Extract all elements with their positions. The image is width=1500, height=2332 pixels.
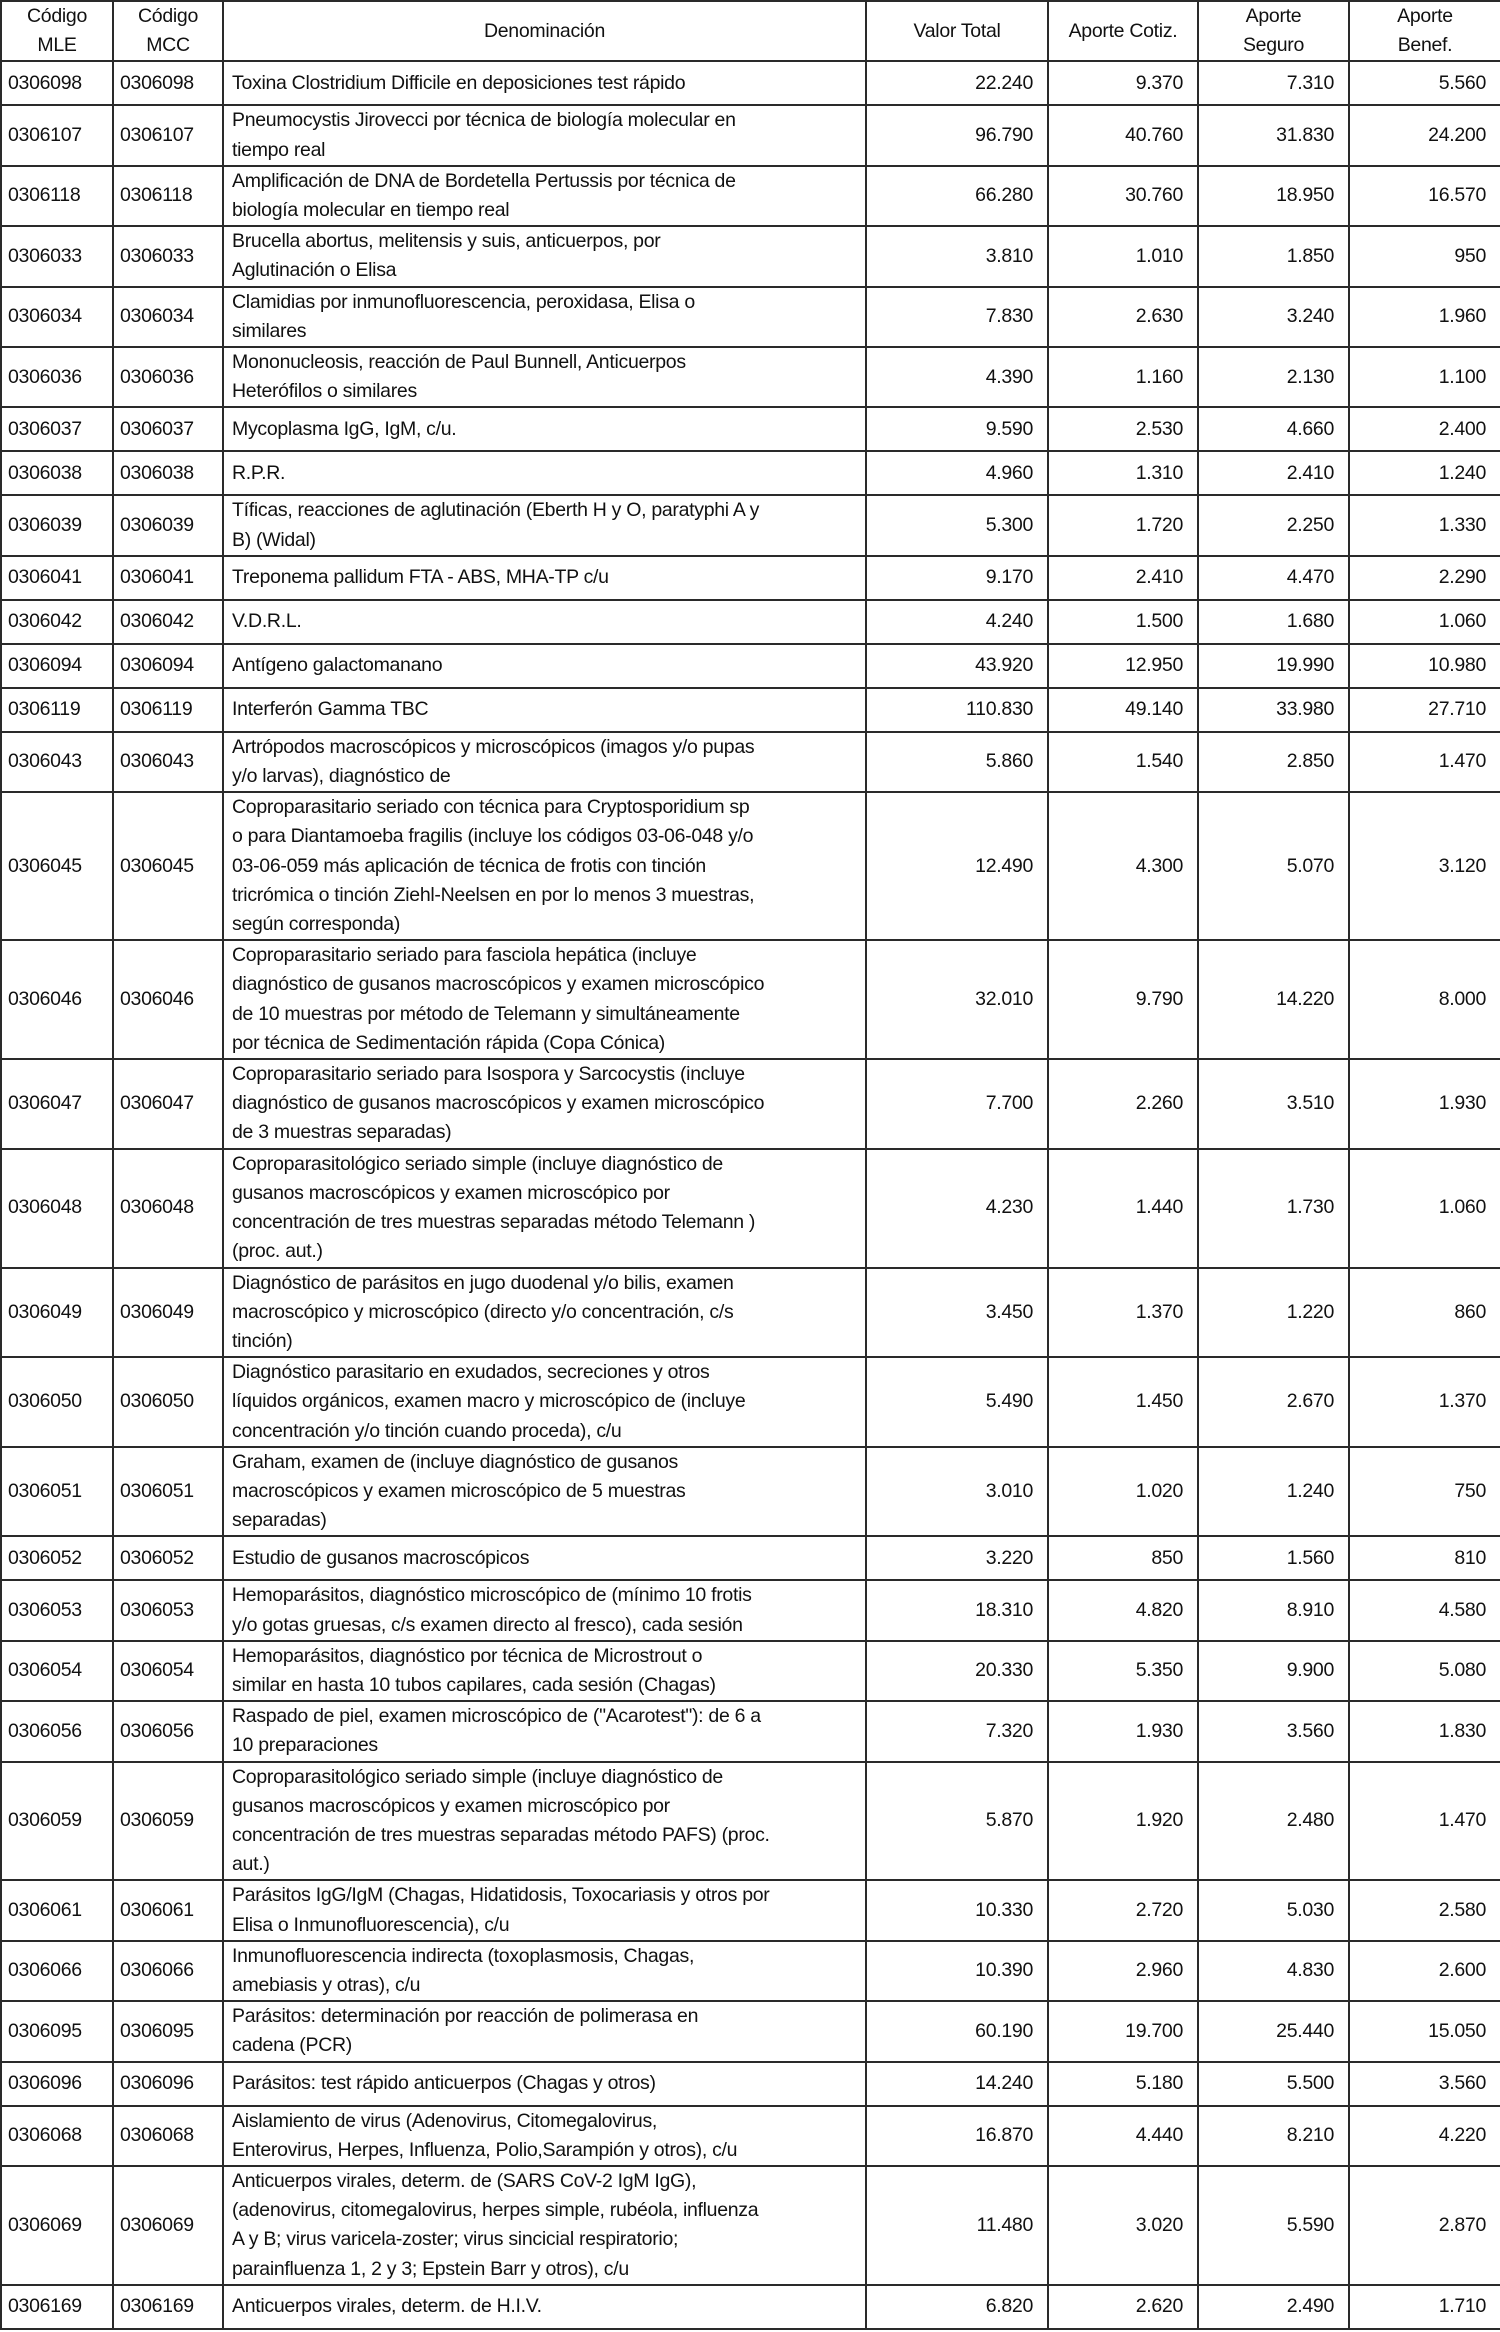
table-row: [1, 2285, 1500, 2329]
aporte-benef-cell: 810: [1349, 1536, 1500, 1580]
valor-total-cell: 4.240: [866, 600, 1048, 644]
aporte-seguro-cell: 2.250: [1198, 495, 1349, 555]
table-row: [1, 495, 1500, 555]
aporte-seguro-cell: 7.310: [1198, 61, 1349, 105]
aporte-benef-cell: 1.470: [1349, 732, 1500, 792]
aporte-seguro-cell: 4.470: [1198, 556, 1349, 600]
aporte-benef-cell: 1.240: [1349, 451, 1500, 495]
denominacion-cell: Raspado de piel, examen microscópico de ("Acarotest"): de 6 a 10 preparaciones: [223, 1701, 866, 1761]
codigo-mle-cell: 0306036: [1, 347, 113, 407]
aporte-seguro-cell: 1.850: [1198, 226, 1349, 286]
codigo-mcc-cell: 0306053: [113, 1580, 223, 1640]
denominacion-cell: Coproparasitario seriado para Isospora y Sarcocystis (incluye diagnóstico de gusanos macroscópicos y examen microscópico de 3 muestras separadas): [223, 1059, 866, 1149]
table-row: [1, 451, 1500, 495]
table-row: [1, 644, 1500, 688]
table-row: [1, 287, 1500, 347]
header-codigo-mcc: Código MCC: [113, 1, 223, 61]
aporte-seguro-cell: 5.590: [1198, 2166, 1349, 2285]
codigo-mcc-cell: 0306039: [113, 495, 223, 555]
codigo-mcc-cell: 0306038: [113, 451, 223, 495]
aporte-cotiz-cell: 850: [1048, 1536, 1198, 1580]
valor-total-cell: 4.230: [866, 1149, 1048, 1268]
aporte-seguro-cell: 4.660: [1198, 407, 1349, 451]
codigo-mcc-cell: 0306054: [113, 1641, 223, 1701]
valor-total-cell: 3.010: [866, 1447, 1048, 1537]
aporte-cotiz-cell: 1.160: [1048, 347, 1198, 407]
codigo-mcc-cell: 0306050: [113, 1357, 223, 1447]
aporte-benef-cell: 3.120: [1349, 792, 1500, 940]
valor-total-cell: 20.330: [866, 1641, 1048, 1701]
aporte-cotiz-cell: 49.140: [1048, 688, 1198, 732]
table-row: [1, 1357, 1500, 1447]
valor-total-cell: 6.820: [866, 2285, 1048, 2329]
valor-total-cell: 9.590: [866, 407, 1048, 451]
aporte-seguro-cell: 8.910: [1198, 1580, 1349, 1640]
aporte-benef-cell: 2.400: [1349, 407, 1500, 451]
denominacion-cell: Artrópodos macroscópicos y microscópicos (imagos y/o pupas y/o larvas), diagnóstico de: [223, 732, 866, 792]
denominacion-cell: Parásitos: test rápido anticuerpos (Chagas y otros): [223, 2062, 866, 2106]
aporte-seguro-cell: 1.560: [1198, 1536, 1349, 1580]
codigo-mcc-cell: 0306068: [113, 2106, 223, 2166]
valor-total-cell: 32.010: [866, 940, 1048, 1059]
header-aporte-benef: Aporte Benef.: [1349, 1, 1500, 61]
table-row: [1, 600, 1500, 644]
aporte-seguro-cell: 4.830: [1198, 1941, 1349, 2001]
codigo-mle-cell: 0306095: [1, 2001, 113, 2061]
aporte-benef-cell: 1.830: [1349, 1701, 1500, 1761]
aporte-cotiz-cell: 9.370: [1048, 61, 1198, 105]
codigo-mle-cell: 0306051: [1, 1447, 113, 1537]
table-row: [1, 2166, 1500, 2285]
valor-total-cell: 96.790: [866, 105, 1048, 165]
denominacion-cell: Coproparasitológico seriado simple (incluye diagnóstico de gusanos macroscópicos y examen microscópico por concentración de tres muestras separadas método PAFS) (proc. aut.): [223, 1762, 866, 1881]
aporte-seguro-cell: 1.240: [1198, 1447, 1349, 1537]
valor-total-cell: 9.170: [866, 556, 1048, 600]
codigo-mle-cell: 0306037: [1, 407, 113, 451]
valor-total-cell: 12.490: [866, 792, 1048, 940]
denominacion-cell: Pneumocystis Jirovecci por técnica de biología molecular en tiempo real: [223, 105, 866, 165]
table-row: [1, 226, 1500, 286]
denominacion-cell: Coproparasitario seriado para fasciola hepática (incluye diagnóstico de gusanos macroscópicos y examen microscópico de 10 muestras por método de Telemann y simultáneamente por técnica de Sedimentación rápida (Copa Cónica): [223, 940, 866, 1059]
aporte-seguro-cell: 2.490: [1198, 2285, 1349, 2329]
table-row: [1, 1536, 1500, 1580]
aporte-cotiz-cell: 1.450: [1048, 1357, 1198, 1447]
aporte-seguro-cell: 31.830: [1198, 105, 1349, 165]
aporte-benef-cell: 2.870: [1349, 2166, 1500, 2285]
aporte-cotiz-cell: 1.720: [1048, 495, 1198, 555]
table-body: [1, 61, 1500, 2328]
codigo-mle-cell: 0306045: [1, 792, 113, 940]
codigo-mle-cell: 0306059: [1, 1762, 113, 1881]
aporte-benef-cell: 2.600: [1349, 1941, 1500, 2001]
aporte-benef-cell: 1.470: [1349, 1762, 1500, 1881]
table-row: [1, 105, 1500, 165]
aporte-benef-cell: 1.960: [1349, 287, 1500, 347]
codigo-mcc-cell: 0306042: [113, 600, 223, 644]
codigo-mle-cell: 0306056: [1, 1701, 113, 1761]
table-row: [1, 1580, 1500, 1640]
aporte-cotiz-cell: 1.920: [1048, 1762, 1198, 1881]
denominacion-cell: Coproparasitológico seriado simple (incluye diagnóstico de gusanos macroscópicos y examen microscópico por concentración de tres muestras separadas método Telemann ) (proc. aut.): [223, 1149, 866, 1268]
aporte-cotiz-cell: 1.500: [1048, 600, 1198, 644]
codigo-mle-cell: 0306033: [1, 226, 113, 286]
denominacion-cell: Amplificación de DNA de Bordetella Pertussis por técnica de biología molecular en tiempo real: [223, 166, 866, 226]
aporte-cotiz-cell: 2.960: [1048, 1941, 1198, 2001]
aporte-seguro-cell: 9.900: [1198, 1641, 1349, 1701]
denominacion-cell: Treponema pallidum FTA - ABS, MHA-TP c/u: [223, 556, 866, 600]
denominacion-cell: Mononucleosis, reacción de Paul Bunnell, Anticuerpos Heterófilos o similares: [223, 347, 866, 407]
codigo-mle-cell: 0306054: [1, 1641, 113, 1701]
table-row: [1, 1447, 1500, 1537]
aporte-benef-cell: 1.370: [1349, 1357, 1500, 1447]
denominacion-cell: Inmunofluorescencia indirecta (toxoplasmosis, Chagas, amebiasis y otras), c/u: [223, 1941, 866, 2001]
valor-total-cell: 4.390: [866, 347, 1048, 407]
aporte-cotiz-cell: 2.410: [1048, 556, 1198, 600]
denominacion-cell: Diagnóstico de parásitos en jugo duodenal y/o bilis, examen macroscópico y microscópico (directo y/o concentración, c/s tinción): [223, 1268, 866, 1358]
denominacion-cell: Tíficas, reacciones de aglutinación (Eberth H y O, paratyphi A y B) (Widal): [223, 495, 866, 555]
table-row: [1, 1701, 1500, 1761]
valor-total-cell: 7.320: [866, 1701, 1048, 1761]
header-row: [1, 1, 1500, 61]
table-row: [1, 2001, 1500, 2061]
aporte-benef-cell: 10.980: [1349, 644, 1500, 688]
aporte-benef-cell: 750: [1349, 1447, 1500, 1537]
aporte-benef-cell: 5.560: [1349, 61, 1500, 105]
codigo-mcc-cell: 0306049: [113, 1268, 223, 1358]
valor-total-cell: 3.810: [866, 226, 1048, 286]
aporte-cotiz-cell: 4.300: [1048, 792, 1198, 940]
aporte-benef-cell: 5.080: [1349, 1641, 1500, 1701]
codigo-mcc-cell: 0306059: [113, 1762, 223, 1881]
codigo-mle-cell: 0306039: [1, 495, 113, 555]
valor-total-cell: 5.300: [866, 495, 1048, 555]
aporte-cotiz-cell: 1.930: [1048, 1701, 1198, 1761]
denominacion-cell: Mycoplasma IgG, IgM, c/u.: [223, 407, 866, 451]
codigo-mcc-cell: 0306061: [113, 1880, 223, 1940]
aporte-seguro-cell: 33.980: [1198, 688, 1349, 732]
codigo-mcc-cell: 0306051: [113, 1447, 223, 1537]
aporte-cotiz-cell: 1.370: [1048, 1268, 1198, 1358]
aporte-cotiz-cell: 2.620: [1048, 2285, 1198, 2329]
table-row: [1, 1762, 1500, 1881]
table-row: [1, 407, 1500, 451]
codigo-mle-cell: 0306119: [1, 688, 113, 732]
codigo-mcc-cell: 0306119: [113, 688, 223, 732]
table-row: [1, 1880, 1500, 1940]
valor-total-cell: 110.830: [866, 688, 1048, 732]
denominacion-cell: Anticuerpos virales, determ. de H.I.V.: [223, 2285, 866, 2329]
valor-total-cell: 7.700: [866, 1059, 1048, 1149]
aporte-cotiz-cell: 2.720: [1048, 1880, 1198, 1940]
codigo-mle-cell: 0306050: [1, 1357, 113, 1447]
codigo-mcc-cell: 0306036: [113, 347, 223, 407]
valor-total-cell: 18.310: [866, 1580, 1048, 1640]
valor-total-cell: 7.830: [866, 287, 1048, 347]
codigo-mle-cell: 0306098: [1, 61, 113, 105]
codigo-mcc-cell: 0306118: [113, 166, 223, 226]
valor-total-cell: 3.450: [866, 1268, 1048, 1358]
aporte-seguro-cell: 5.030: [1198, 1880, 1349, 1940]
table-row: [1, 940, 1500, 1059]
aporte-benef-cell: 24.200: [1349, 105, 1500, 165]
aporte-benef-cell: 1.060: [1349, 600, 1500, 644]
table-row: [1, 1641, 1500, 1701]
codigo-mle-cell: 0306042: [1, 600, 113, 644]
aporte-cotiz-cell: 3.020: [1048, 2166, 1198, 2285]
aporte-cotiz-cell: 4.820: [1048, 1580, 1198, 1640]
table-row: [1, 732, 1500, 792]
denominacion-cell: Interferón Gamma TBC: [223, 688, 866, 732]
aporte-benef-cell: 1.710: [1349, 2285, 1500, 2329]
valor-total-cell: 5.870: [866, 1762, 1048, 1881]
codigo-mcc-cell: 0306069: [113, 2166, 223, 2285]
codigo-mcc-cell: 0306041: [113, 556, 223, 600]
denominacion-cell: Toxina Clostridium Difficile en deposiciones test rápido: [223, 61, 866, 105]
aporte-seguro-cell: 5.500: [1198, 2062, 1349, 2106]
aporte-benef-cell: 8.000: [1349, 940, 1500, 1059]
denominacion-cell: R.P.R.: [223, 451, 866, 495]
codigo-mcc-cell: 0306043: [113, 732, 223, 792]
codigo-mle-cell: 0306052: [1, 1536, 113, 1580]
codigo-mle-cell: 0306107: [1, 105, 113, 165]
aporte-cotiz-cell: 19.700: [1048, 2001, 1198, 2061]
denominacion-cell: Brucella abortus, melitensis y suis, anticuerpos, por Aglutinación o Elisa: [223, 226, 866, 286]
aporte-benef-cell: 1.100: [1349, 347, 1500, 407]
denominacion-cell: Coproparasitario seriado con técnica para Cryptosporidium sp o para Diantamoeba fragilis (incluye los códigos 03-06-048 y/o 03-06-059 más aplicación de técnica de frotis con tinción tricrómica o tinción Ziehl-Neelsen en por lo menos 3 muestras, según corresponda): [223, 792, 866, 940]
codigo-mcc-cell: 0306048: [113, 1149, 223, 1268]
denominacion-cell: Graham, examen de (incluye diagnóstico de gusanos macroscópicos y examen microscópico de 5 muestras separadas): [223, 1447, 866, 1537]
denominacion-cell: Hemoparásitos, diagnóstico por técnica de Microstrout o similar en hasta 10 tubos capilares, cada sesión (Chagas): [223, 1641, 866, 1701]
denominacion-cell: Antígeno galactomanano: [223, 644, 866, 688]
aporte-seguro-cell: 8.210: [1198, 2106, 1349, 2166]
aporte-cotiz-cell: 1.440: [1048, 1149, 1198, 1268]
codigo-mle-cell: 0306094: [1, 644, 113, 688]
table-row: [1, 1941, 1500, 2001]
aporte-benef-cell: 1.060: [1349, 1149, 1500, 1268]
codigo-mcc-cell: 0306037: [113, 407, 223, 451]
header-denominacion: Denominación: [223, 1, 866, 61]
valor-total-cell: 16.870: [866, 2106, 1048, 2166]
codigo-mle-cell: 0306034: [1, 287, 113, 347]
table-row: [1, 166, 1500, 226]
header-valor-total: Valor Total: [866, 1, 1048, 61]
aporte-seguro-cell: 1.680: [1198, 600, 1349, 644]
aporte-benef-cell: 4.580: [1349, 1580, 1500, 1640]
aporte-seguro-cell: 25.440: [1198, 2001, 1349, 2061]
denominacion-cell: Anticuerpos virales, determ. de (SARS CoV-2 IgM IgG), (adenovirus, citomegalovirus, herpes simple, rubéola, influenza A y B; virus varicela-zoster; virus sincicial respiratorio; parainfluenza 1, 2 y 3; Epstein Barr y otros), c/u: [223, 2166, 866, 2285]
aporte-cotiz-cell: 2.260: [1048, 1059, 1198, 1149]
valor-total-cell: 14.240: [866, 2062, 1048, 2106]
aporte-benef-cell: 1.330: [1349, 495, 1500, 555]
aporte-seguro-cell: 2.480: [1198, 1762, 1349, 1881]
aporte-seguro-cell: 2.670: [1198, 1357, 1349, 1447]
aporte-benef-cell: 860: [1349, 1268, 1500, 1358]
codigo-mle-cell: 0306069: [1, 2166, 113, 2285]
aporte-benef-cell: 2.290: [1349, 556, 1500, 600]
codigo-mle-cell: 0306047: [1, 1059, 113, 1149]
valor-total-cell: 5.860: [866, 732, 1048, 792]
codigo-mcc-cell: 0306056: [113, 1701, 223, 1761]
valor-total-cell: 10.330: [866, 1880, 1048, 1940]
table-row: [1, 792, 1500, 940]
aporte-cotiz-cell: 5.180: [1048, 2062, 1198, 2106]
codigo-mle-cell: 0306041: [1, 556, 113, 600]
aporte-benef-cell: 16.570: [1349, 166, 1500, 226]
codigo-mcc-cell: 0306107: [113, 105, 223, 165]
aporte-benef-cell: 950: [1349, 226, 1500, 286]
codigo-mcc-cell: 0306047: [113, 1059, 223, 1149]
codigo-mle-cell: 0306038: [1, 451, 113, 495]
valor-total-cell: 5.490: [866, 1357, 1048, 1447]
aporte-cotiz-cell: 1.310: [1048, 451, 1198, 495]
valor-total-cell: 10.390: [866, 1941, 1048, 2001]
aporte-seguro-cell: 1.220: [1198, 1268, 1349, 1358]
aporte-seguro-cell: 19.990: [1198, 644, 1349, 688]
aporte-benef-cell: 4.220: [1349, 2106, 1500, 2166]
codigo-mle-cell: 0306066: [1, 1941, 113, 2001]
denominacion-cell: Parásitos: determinación por reacción de polimerasa en cadena (PCR): [223, 2001, 866, 2061]
aporte-seguro-cell: 2.130: [1198, 347, 1349, 407]
codigo-mcc-cell: 0306095: [113, 2001, 223, 2061]
codigo-mle-cell: 0306118: [1, 166, 113, 226]
table-row: [1, 688, 1500, 732]
header-aporte-cotiz: Aporte Cotiz.: [1048, 1, 1198, 61]
aporte-benef-cell: 15.050: [1349, 2001, 1500, 2061]
aporte-cotiz-cell: 2.530: [1048, 407, 1198, 451]
codigo-mle-cell: 0306096: [1, 2062, 113, 2106]
codigo-mcc-cell: 0306046: [113, 940, 223, 1059]
table-row: [1, 61, 1500, 105]
aporte-seguro-cell: 2.410: [1198, 451, 1349, 495]
denominacion-cell: Hemoparásitos, diagnóstico microscópico de (mínimo 10 frotis y/o gotas gruesas, c/s examen directo al fresco), cada sesión: [223, 1580, 866, 1640]
codigo-mcc-cell: 0306052: [113, 1536, 223, 1580]
aporte-seguro-cell: 14.220: [1198, 940, 1349, 1059]
aporte-cotiz-cell: 1.020: [1048, 1447, 1198, 1537]
denominacion-cell: Estudio de gusanos macroscópicos: [223, 1536, 866, 1580]
valor-total-cell: 3.220: [866, 1536, 1048, 1580]
denominacion-cell: Parásitos IgG/IgM (Chagas, Hidatidosis, Toxocariasis y otros por Elisa o Inmunofluorescencia), c/u: [223, 1880, 866, 1940]
aporte-seguro-cell: 3.240: [1198, 287, 1349, 347]
table-row: [1, 1149, 1500, 1268]
aporte-cotiz-cell: 40.760: [1048, 105, 1198, 165]
valor-total-cell: 66.280: [866, 166, 1048, 226]
table-row: [1, 1268, 1500, 1358]
aporte-seguro-cell: 3.510: [1198, 1059, 1349, 1149]
denominacion-cell: Diagnóstico parasitario en exudados, secreciones y otros líquidos orgánicos, examen macro y microscópico de (incluye concentración y/o tinción cuando proceda), c/u: [223, 1357, 866, 1447]
aporte-benef-cell: 3.560: [1349, 2062, 1500, 2106]
codigo-mcc-cell: 0306033: [113, 226, 223, 286]
aporte-seguro-cell: 2.850: [1198, 732, 1349, 792]
header-codigo-mle: Código MLE: [1, 1, 113, 61]
aporte-seguro-cell: 18.950: [1198, 166, 1349, 226]
aporte-cotiz-cell: 5.350: [1048, 1641, 1198, 1701]
codigo-mle-cell: 0306053: [1, 1580, 113, 1640]
codigo-mcc-cell: 0306094: [113, 644, 223, 688]
aporte-cotiz-cell: 30.760: [1048, 166, 1198, 226]
aporte-cotiz-cell: 4.440: [1048, 2106, 1198, 2166]
codigo-mcc-cell: 0306098: [113, 61, 223, 105]
table-row: [1, 1059, 1500, 1149]
aporte-cotiz-cell: 1.540: [1048, 732, 1198, 792]
aporte-cotiz-cell: 9.790: [1048, 940, 1198, 1059]
valor-total-cell: 22.240: [866, 61, 1048, 105]
codigo-mle-cell: 0306046: [1, 940, 113, 1059]
denominacion-cell: Aislamiento de virus (Adenovirus, Citomegalovirus, Enterovirus, Herpes, Influenza, Polio,Sarampión y otros), c/u: [223, 2106, 866, 2166]
table-row: [1, 2062, 1500, 2106]
aporte-seguro-cell: 5.070: [1198, 792, 1349, 940]
denominacion-cell: Clamidias por inmunofluorescencia, peroxidasa, Elisa o similares: [223, 287, 866, 347]
codigo-mle-cell: 0306061: [1, 1880, 113, 1940]
header-aporte-seguro: Aporte Seguro: [1198, 1, 1349, 61]
aporte-benef-cell: 27.710: [1349, 688, 1500, 732]
denominacion-cell: V.D.R.L.: [223, 600, 866, 644]
codigo-mcc-cell: 0306045: [113, 792, 223, 940]
aporte-seguro-cell: 3.560: [1198, 1701, 1349, 1761]
aporte-cotiz-cell: 2.630: [1048, 287, 1198, 347]
codigo-mle-cell: 0306043: [1, 732, 113, 792]
aporte-seguro-cell: 1.730: [1198, 1149, 1349, 1268]
table-row: [1, 2106, 1500, 2166]
codigo-mcc-cell: 0306034: [113, 287, 223, 347]
codigo-mcc-cell: 0306096: [113, 2062, 223, 2106]
codigo-mle-cell: 0306169: [1, 2285, 113, 2329]
table-row: [1, 556, 1500, 600]
valor-total-cell: 43.920: [866, 644, 1048, 688]
table-row: [1, 347, 1500, 407]
valor-total-cell: 60.190: [866, 2001, 1048, 2061]
codigo-mle-cell: 0306048: [1, 1149, 113, 1268]
valor-total-cell: 11.480: [866, 2166, 1048, 2285]
codigo-mcc-cell: 0306169: [113, 2285, 223, 2329]
codigo-mle-cell: 0306068: [1, 2106, 113, 2166]
aporte-benef-cell: 1.930: [1349, 1059, 1500, 1149]
aporte-cotiz-cell: 1.010: [1048, 226, 1198, 286]
aporte-cotiz-cell: 12.950: [1048, 644, 1198, 688]
codigo-mcc-cell: 0306066: [113, 1941, 223, 2001]
valor-total-cell: 4.960: [866, 451, 1048, 495]
codigo-mle-cell: 0306049: [1, 1268, 113, 1358]
aporte-benef-cell: 2.580: [1349, 1880, 1500, 1940]
